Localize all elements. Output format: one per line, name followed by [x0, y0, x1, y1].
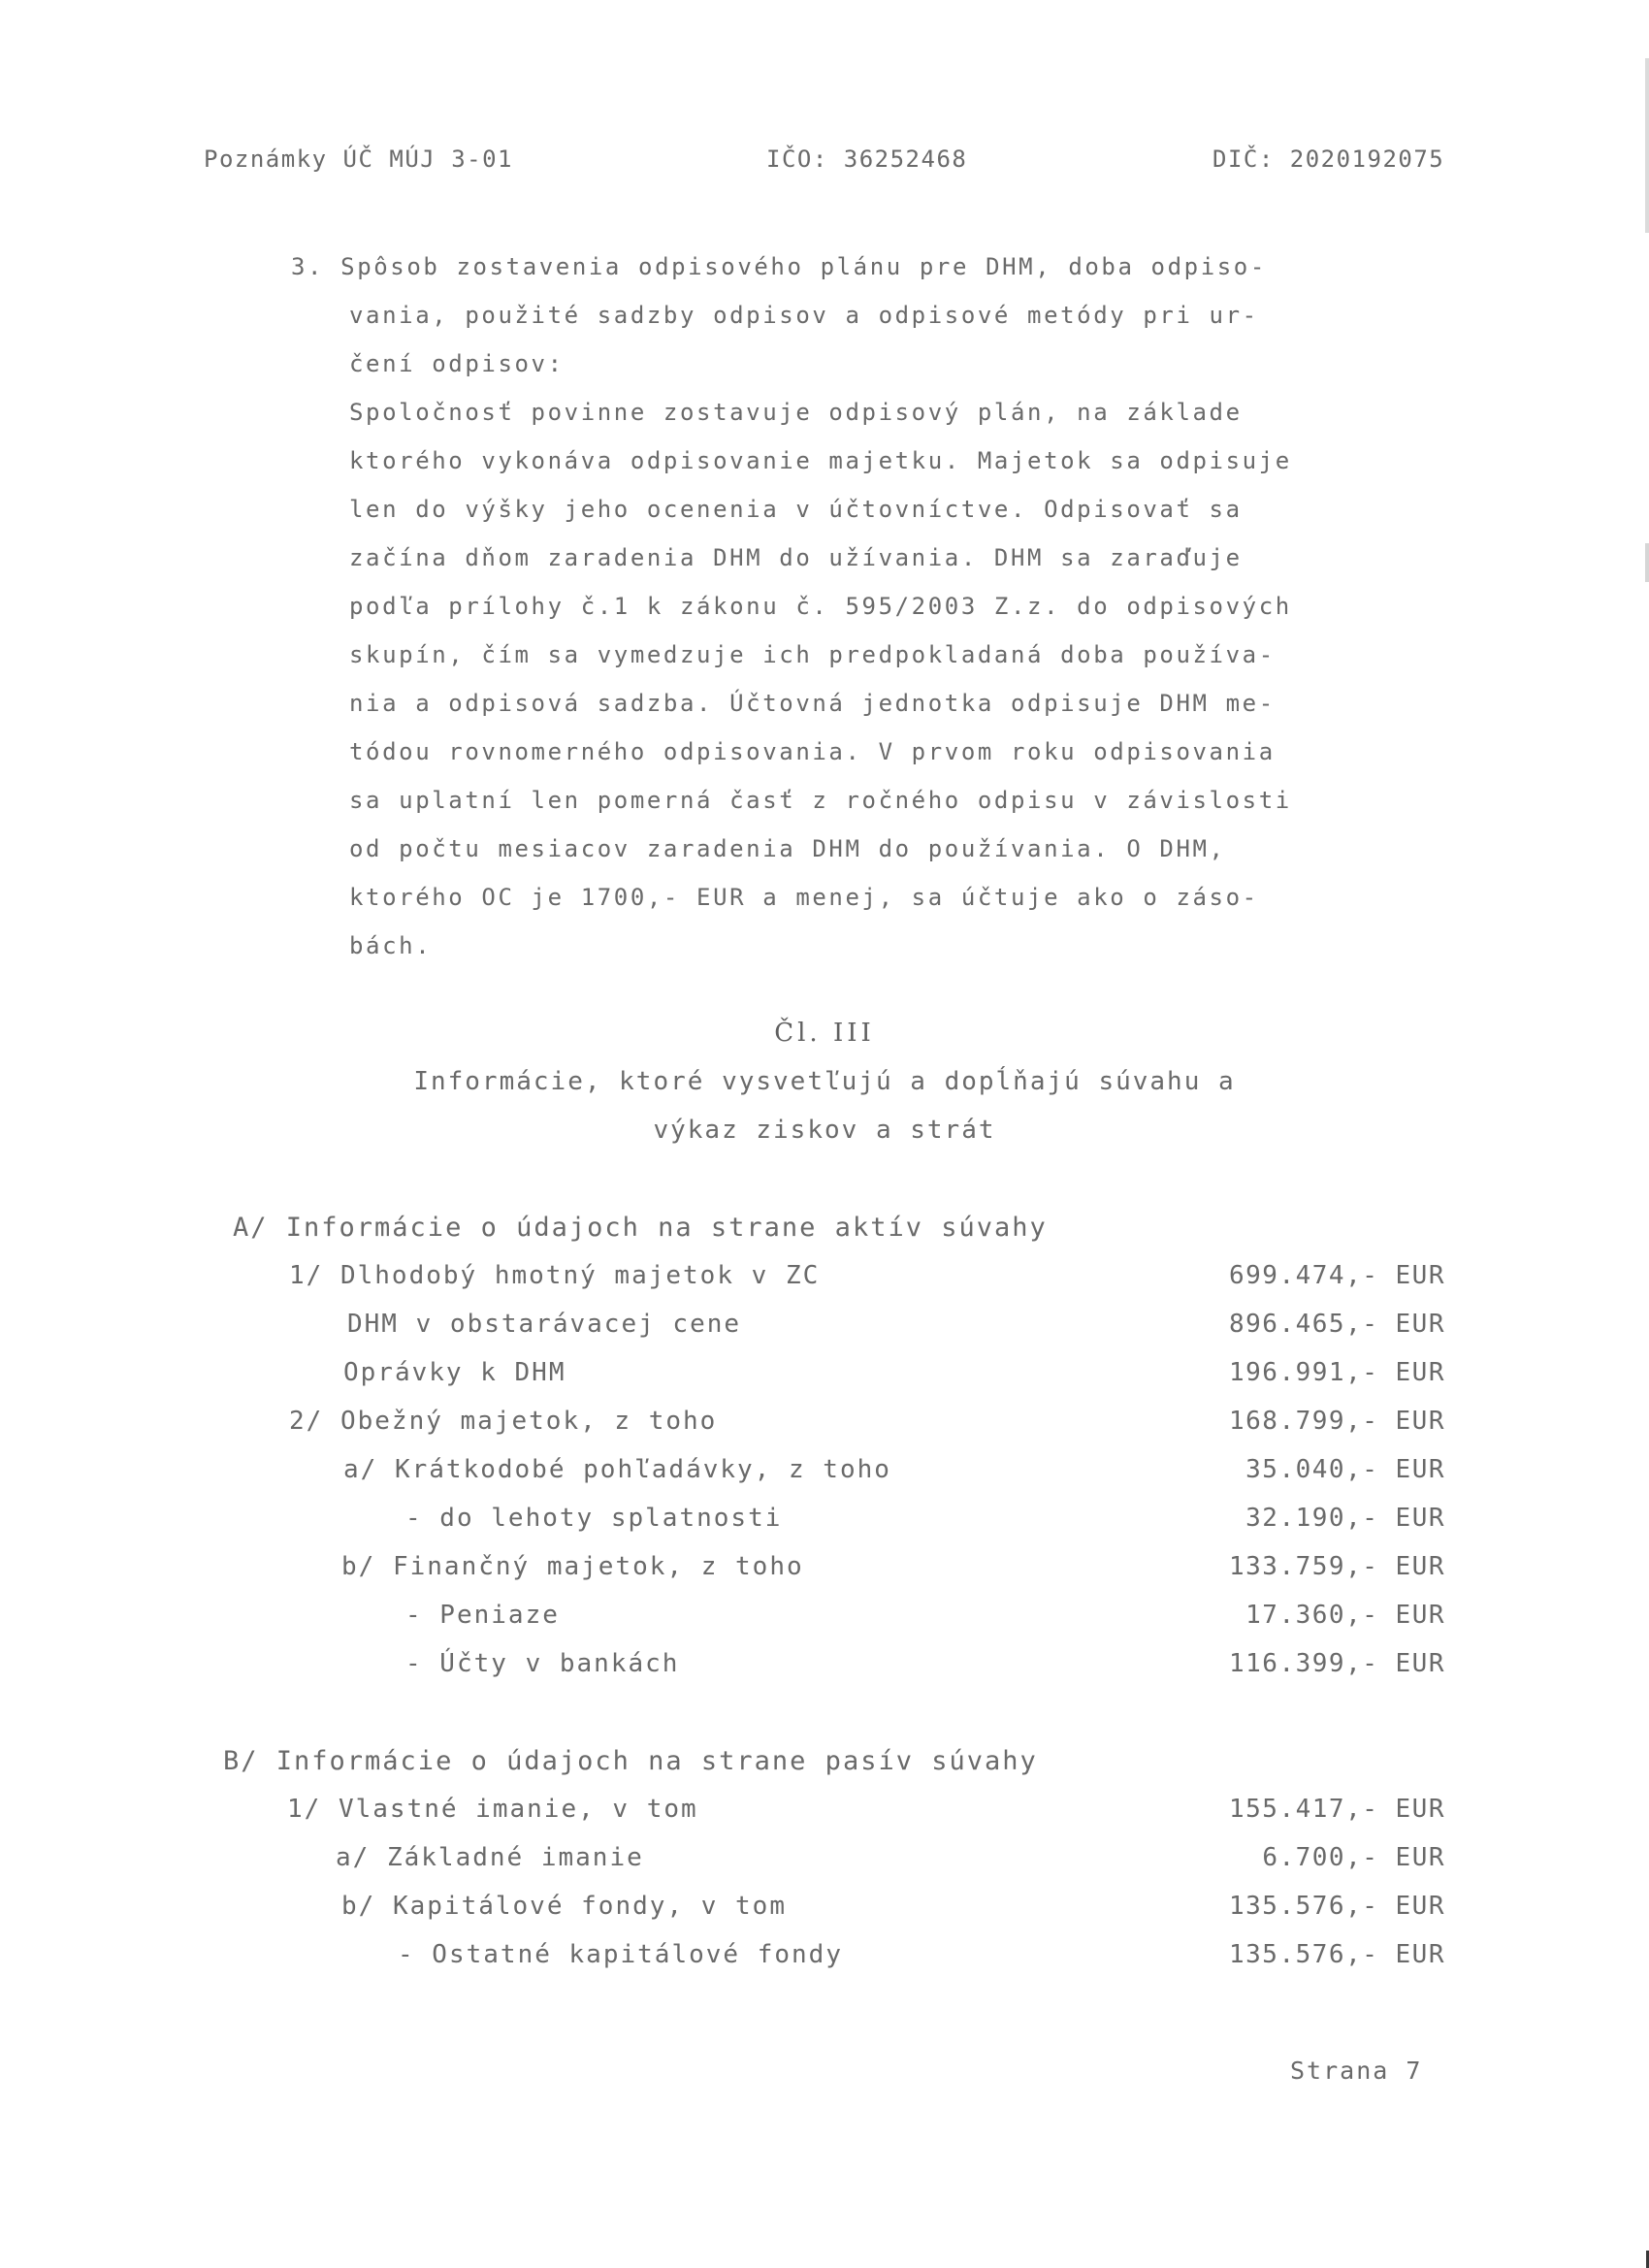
document-title: Poznámky ÚČ MÚJ 3-01 — [204, 146, 513, 173]
row-amount: 133.759,- EUR — [1229, 1552, 1445, 1581]
row-label: 1/ Vlastné imanie, v tom — [287, 1795, 698, 1824]
row-label: 2/ Obežný majetok, z toho — [289, 1407, 718, 1436]
row-amount: 135.576,- EUR — [1229, 1940, 1445, 1969]
table-row — [0, 1455, 1649, 1494]
table-row — [0, 1649, 1649, 1688]
scan-edge-mark — [1645, 543, 1649, 582]
table-row — [0, 1601, 1649, 1639]
row-label: - Ostatné kapitálové fondy — [398, 1940, 843, 1969]
table-row — [0, 1940, 1649, 1979]
dic-number: DIČ: 2020192075 — [1212, 146, 1445, 173]
row-label: - Účty v bankách — [405, 1649, 680, 1678]
row-amount: 6.700,- EUR — [1262, 1843, 1445, 1872]
row-amount: 196.991,- EUR — [1229, 1358, 1445, 1387]
paragraph-line: len do výšky jeho ocenenia v účtovníctve. Odpisovať sa — [349, 496, 1243, 523]
table-row — [0, 1552, 1649, 1591]
table-row — [0, 1310, 1649, 1348]
paragraph-line: Spoločnosť povinne zostavuje odpisový plán, na základe — [349, 399, 1243, 426]
paragraph-line: sa uplatní len pomerná časť z ročného odpisu v závislosti — [349, 787, 1292, 814]
article-title-line-2: výkaz ziskov a strát — [653, 1116, 996, 1145]
row-amount: 116.399,- EUR — [1229, 1649, 1445, 1678]
paragraph-line: ktorého vykonáva odpisovanie majetku. Majetok sa odpisuje — [349, 447, 1292, 474]
ico-number: IČO: 36252468 — [766, 146, 968, 173]
row-amount: 17.360,- EUR — [1245, 1601, 1445, 1630]
row-amount: 135.576,- EUR — [1229, 1892, 1445, 1921]
row-label: - Peniaze — [405, 1601, 560, 1630]
paragraph-line: čení odpisov: — [349, 350, 565, 377]
section-3-paragraph — [291, 243, 1465, 970]
scan-edge-mark — [1645, 58, 1649, 233]
paragraph-line: bách. — [349, 932, 433, 959]
page-number: Strana 7 — [1290, 2057, 1423, 2085]
table-row — [0, 1504, 1649, 1542]
row-amount: 168.799,- EUR — [1229, 1407, 1445, 1436]
row-amount: 896.465,- EUR — [1229, 1310, 1445, 1339]
table-row — [0, 1407, 1649, 1445]
paragraph-line: od počtu mesiacov zaradenia DHM do používania. O DHM, — [349, 835, 1226, 862]
article-number: Čl. III — [774, 1019, 875, 1048]
row-label: 1/ Dlhodobý hmotný majetok v ZC — [289, 1261, 821, 1290]
paragraph-line: nia a odpisová sadzba. Účtovná jednotka odpisuje DHM me- — [349, 690, 1276, 717]
row-label: a/ Základné imanie — [336, 1843, 644, 1872]
table-row — [0, 1892, 1649, 1930]
row-amount: 35.040,- EUR — [1245, 1455, 1445, 1484]
paragraph-line: tódou rovnomerného odpisovania. V prvom roku odpisovania — [349, 738, 1276, 765]
table-row — [0, 1358, 1649, 1397]
row-label: b/ Finančný majetok, z toho — [341, 1552, 804, 1581]
table-row — [0, 1795, 1649, 1833]
row-label: DHM v obstarávacej cene — [347, 1310, 742, 1339]
table-row — [0, 1261, 1649, 1300]
section-a-heading: A/ Informácie o údajoch na strane aktív súvahy — [233, 1213, 1048, 1243]
row-label: a/ Krátkodobé pohľadávky, z toho — [343, 1455, 891, 1484]
row-label: Oprávky k DHM — [343, 1358, 566, 1387]
article-title-line-1: Informácie, ktoré vysvetľujú a dopĺňajú súvahu a — [413, 1067, 1236, 1096]
row-amount: 699.474,- EUR — [1229, 1261, 1445, 1290]
paragraph-line: 3. Spôsob zostavenia odpisového plánu pre DHM, doba odpiso- — [291, 253, 1267, 280]
table-row — [0, 1843, 1649, 1882]
paragraph-line: vania, použité sadzby odpisov a odpisové metódy pri ur- — [349, 302, 1259, 329]
paragraph-line: začína dňom zaradenia DHM do užívania. DHM sa zaraďuje — [349, 544, 1243, 571]
row-amount: 155.417,- EUR — [1229, 1795, 1445, 1824]
row-label: b/ Kapitálové fondy, v tom — [341, 1892, 787, 1921]
paragraph-line: podľa prílohy č.1 k zákonu č. 595/2003 Z.z. do odpisových — [349, 593, 1292, 620]
section-b-heading: B/ Informácie o údajoch na strane pasív súvahy — [223, 1746, 1038, 1776]
row-amount: 32.190,- EUR — [1245, 1504, 1445, 1533]
row-label: - do lehoty splatnosti — [405, 1504, 783, 1533]
paragraph-line: ktorého OC je 1700,- EUR a menej, sa účtuje ako o záso- — [349, 884, 1259, 911]
paragraph-line: skupín, čím sa vymedzuje ich predpokladaná doba používa- — [349, 641, 1276, 668]
